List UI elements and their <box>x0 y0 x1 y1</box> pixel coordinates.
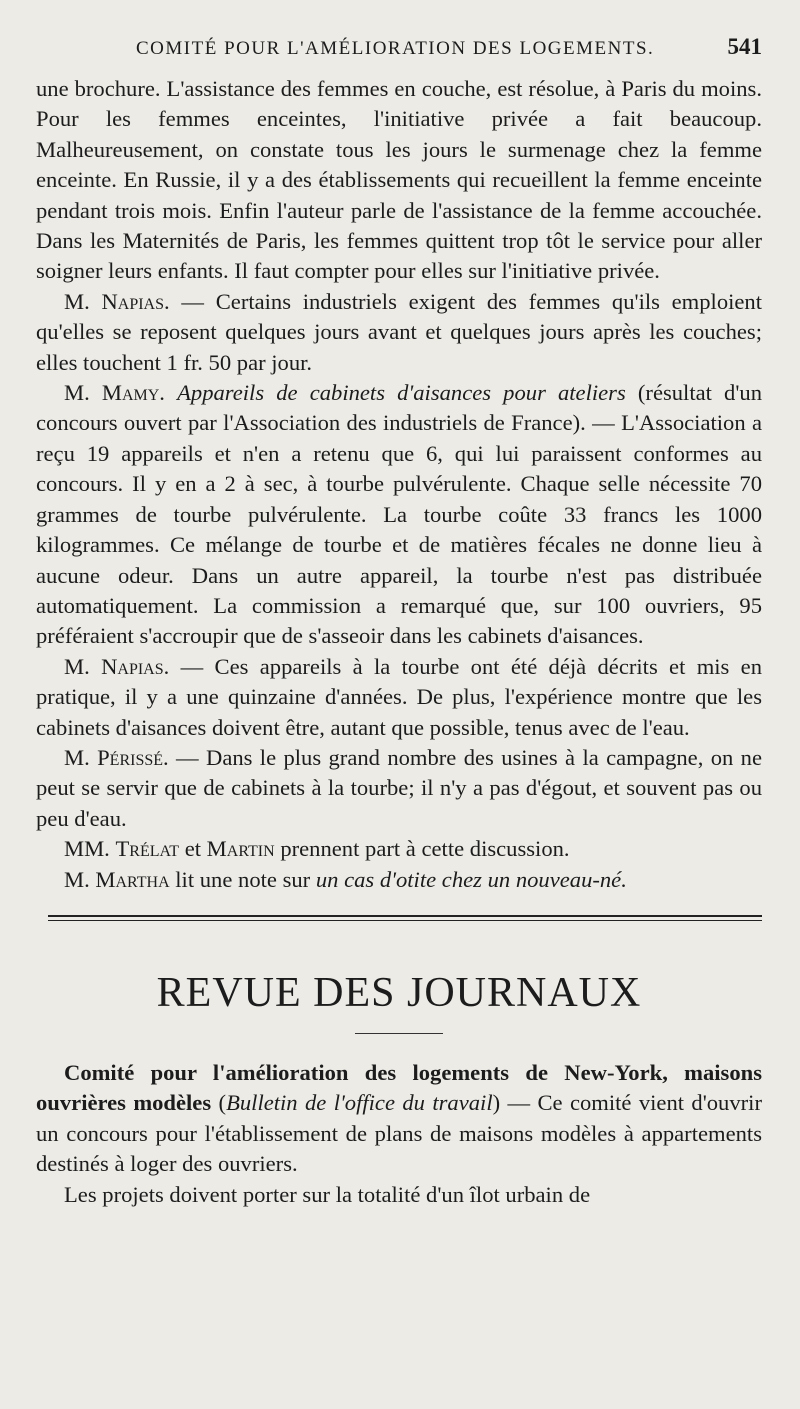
paragraph-text: — Certains industriels exigent des femmes qu'ils emploient qu'elles se reposent quelques jours avant et quelques jours après les couches; elles touchent 1 fr. 50 par jour. <box>36 288 763 375</box>
speaker-name: M. Napias. <box>64 288 170 314</box>
paragraph-trelat-martin <box>36 834 762 864</box>
running-title: COMITÉ POUR L'AMÉLIORATION DES LOGEMENTS. <box>136 38 655 59</box>
conjunction: et <box>179 836 207 862</box>
paragraph-mamy <box>36 378 762 652</box>
paragraph-perisse <box>36 743 762 834</box>
speaker-name: Martin <box>206 836 275 862</box>
title-underline <box>355 1033 443 1034</box>
paragraph-text: — Dans le plus grand nombre des usines à la campagne, on ne peut se servir que de cabinets à la tourbe; il n'y a pas d'égout, et souvent pas ou peu d'eau. <box>36 744 762 831</box>
article-text <box>36 1058 762 1210</box>
body-text <box>36 74 762 895</box>
article-text-1: — Ce comité vient d'ouvrir un concours pour l'établissement de plans de maisons modèles à appartements destinés à loger des ouvriers. <box>36 1090 762 1177</box>
paragraph-continuation: une brochure. L'assistance des femmes en couche, est résolue, à Paris du moins. Pour les femmes enceintes, l'initiative privée a fait beaucoup. Malheureusement, on constate tous les jours le surmenage chez la femme enceinte. En Russie, il y a des établissements qui recueillent la femme enceinte pendant trois mois. Enfin l'auteur parle de l'assistance de la femme accouchée. Dans les Maternités de Paris, les femmes quittent trop tôt le service pour aller soigner leurs enfants. Il faut compter pour elles sur l'initiative privée. <box>36 76 762 284</box>
article-source: Bulletin de l'office du travail <box>226 1090 493 1116</box>
note-title: un cas d'otite chez un nouveau-né. <box>315 866 627 892</box>
running-head <box>36 30 762 74</box>
article-paragraph-2: Les projets doivent porter sur la totalité d'un îlot urbain de <box>64 1181 591 1207</box>
paragraph-text: (résultat d'un concours ouvert par l'Association des industriels de France). — L'Association a reçu 19 appareils et n'en a retenu que 6, qui lui paraissent conformes au concours. Il y en a 2 à sec, à tourbe pulvérulente. Chaque selle nécessite 70 grammes de tourbe pulvérulente. La tourbe coûte 33 francs les 1000 kilogrammes. Ce mélange de tourbe et de matières fécales ne donne lieu à aucune odeur. Dans un autre appareil, la tourbe n'est pas distribuée automatiquement. La commission a remarqué que, sur 100 ouvriers, 95 préféraient s'accroupir que de s'asseoir dans les cabinets d'aisances. <box>36 380 763 649</box>
speaker-name: M. Martha <box>64 866 170 892</box>
speaker-prefix: MM. <box>64 836 110 862</box>
paragraph-napias-1 <box>36 287 762 378</box>
speaker-name: M. Napias. <box>64 653 170 679</box>
communication-title: Appareils de cabinets d'aisances pour ateliers <box>177 380 626 406</box>
speaker-name: M. Mamy. <box>64 380 165 406</box>
paragraph-text: — Ces appareils à la tourbe ont été déjà décrits et mis en pratique, il y a une quinzaine d'années. De plus, l'expérience montre que les cabinets d'aisances doivent être, autant que possible, tenus avec de l'eau. <box>36 653 762 740</box>
paragraph-napias-2 <box>36 652 762 743</box>
speaker-name: M. Périssé. <box>64 744 169 770</box>
paragraph-martha <box>36 865 762 895</box>
article-lead: Comité pour l'amélioration des logements de New-York, maisons ouvrières modèles (Bulletin de l'office du travail) — Ce comité vient d'ouvrir un concours pour l'établissement de plans de maisons modèles à appartements destinés à loger des ouvriers. <box>36 1059 762 1177</box>
paragraph-text: lit une note sur <box>169 866 316 892</box>
article-heading: Comité pour l'amélioration des logements de New-York, maisons ouvrières modèles <box>36 1059 762 1116</box>
section-title: REVUE DES JOURNAUX <box>156 969 642 1016</box>
speaker-name: Trélat <box>115 836 180 862</box>
paragraph-text: prennent part à cette discussion. <box>274 836 570 862</box>
page-number: 541 <box>727 34 762 59</box>
section-divider <box>48 915 762 921</box>
